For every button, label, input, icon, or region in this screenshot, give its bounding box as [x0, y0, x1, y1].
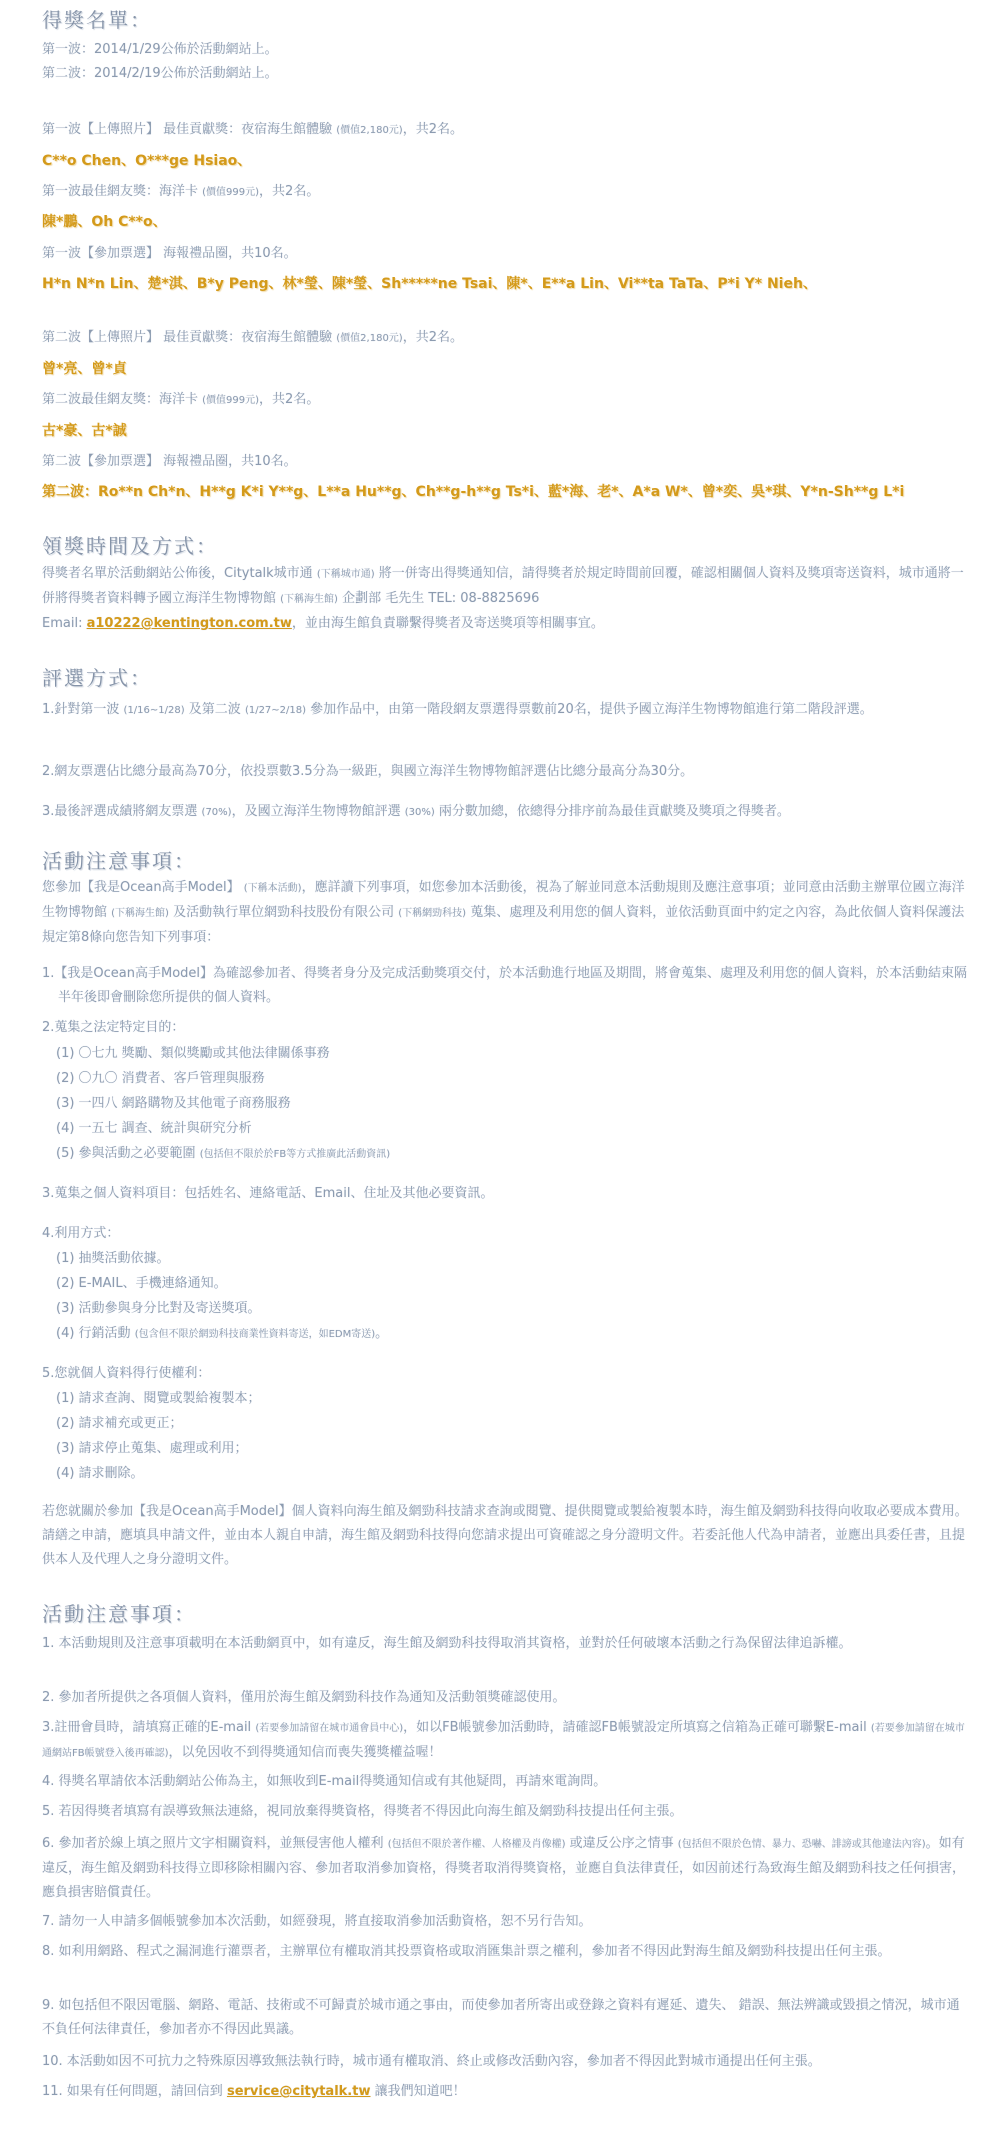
judging-3-s2: (30%): [404, 807, 435, 818]
notes-intro-d: 蒐集、處理及利用您的個人資料，並依活動頁面中約定之內容，為此依個人資料保護法規定第8條向您告知下列事項：: [42, 905, 965, 945]
judging-3-c: 兩分數加總，依總得分排序前為最佳貢獻獎及獎項之得獎者。: [438, 804, 790, 819]
notes-intro-s2: (下稱海生館): [111, 908, 169, 919]
notes-2-item-7: 7. 請勿一人申請多個帳號參加本次活動，如經發現，將直接取消參加活動資格，恕不另行告知。: [42, 1914, 592, 1929]
r2-first-prize-line: [42, 326, 972, 351]
r2-lottery-title: 第二波【參加票選】 海報禮品圈，共10名。: [42, 454, 297, 469]
notes-item-4-sub-4-small: (包含但不限於網勁科技商業性資料寄送，如EDM寄送): [134, 1329, 376, 1340]
notes-item-5-title: 5.您就個人資料得行使權利：: [42, 1366, 211, 1381]
r1-first-prize-count: ，共2名。: [402, 122, 463, 137]
notes-2-item-6-s2: (包括但不限於色情、暴力、恐嚇、誹謗或其他違法內容): [677, 1839, 926, 1850]
notes-2-item-6-s: (包括但不限於著作權、人格權及肖像權): [387, 1839, 566, 1850]
notes-2-item-3-c: ，以免因收不到得獎通知信而喪失獲獎權益喔！: [168, 1745, 442, 1760]
notes-item-5-sub-1: (1) 請求查詢、閱覽或製給複製本；: [56, 1391, 261, 1406]
notes-heading: 活動注意事項：: [42, 849, 196, 873]
notes-2-item-2: 2. 參加者所提供之各項個人資料，僅用於海生館及網勁科技作為通知及活動領獎確認使用。: [42, 1690, 566, 1705]
r1-best-netizen-line: [42, 180, 972, 205]
judging-1-c: 參加作品中，由第一階段網友票選得票數前20名，提供予國立海洋生物博物館進行第二階段評選。: [310, 702, 873, 717]
claim-text-d: ，並由海生館負責聯繫得獎者及寄送獎項等相關事宜。: [291, 616, 604, 631]
notes-item-2-sub-1: (1) 〇七九 獎勵、類似獎勵或其他法律關係事務: [56, 1046, 330, 1061]
notes-intro-b: ，應詳讀下列事項，如您參加本活動後，視為了解並同意本活動規則及應注意事項；並同意由活動主辦單位國立海洋生物博物館: [42, 880, 965, 920]
notes-2-item-11-a: 11. 如果有任何問題，請回信到: [42, 2084, 223, 2099]
judging-1-a: 1.針對第一波: [42, 702, 120, 717]
notes-item-4-sub-4: [56, 1322, 972, 1347]
notes-2-item-1: 1. 本活動規則及注意事項載明在本活動網頁中，如有違反，海生館及網勁科技得取消其資格，並對於任何破壞本活動之行為保留法律追訴權。: [42, 1636, 852, 1651]
notes-item-4-sub-1: (1) 抽獎活動依據。: [56, 1251, 170, 1266]
notes-2-item-4: 4. 得獎名單請依本活動網站公佈為主，如無收到E-mail得獎通知信或有其他疑問，再請來電詢問。: [42, 1774, 607, 1789]
notes-item-4-sub-4-end: 。: [375, 1326, 389, 1341]
notes-item-4-sub-4-text: (4) 行銷活動: [56, 1326, 131, 1341]
notes-2-item-3: [42, 1716, 972, 1766]
judging-item-2: 2.網友票選佔比總分最高為70分，依投票數3.5分為一級距，與國立海洋生物博物館評選佔比總分最高分為30分。: [42, 764, 694, 779]
notes-2-item-11: [42, 2080, 972, 2104]
notes-2-heading: 活動注意事項：: [42, 1602, 196, 1626]
notes-intro: [42, 876, 972, 950]
notes-2-item-9: 9. 如包括但不限因電腦、網路、電話、技術或不可歸責於城市通之事由，而使參加者所寄出或登錄之資料有遲延、遺失、 錯誤、無法辨識或毀損之情況，城市通不負任何法律責任，參加者亦不得因此異議。: [42, 1998, 960, 2037]
winners-heading: 得獎名單：: [42, 8, 152, 32]
r1-best-netizen-value: (價值999元): [202, 187, 260, 198]
notes-item-2-title: 2.蒐集之法定特定目的：: [42, 1020, 185, 1035]
notes-item-5-sub-2: (2) 請求補充或更正；: [56, 1416, 183, 1431]
claim-text-b: 將一併寄出得獎通知信，請得獎者於規定時間前回覆，確認相關個人資料及獎項寄送資料，城市通將一併將得獎者資料轉予國立海洋生物博物館: [42, 566, 964, 606]
claim-text-a: 得獎者名單於活動網站公佈後，Citytalk城市通: [42, 566, 313, 581]
judging-1-b: 及第二波: [188, 702, 241, 717]
service-email-link[interactable]: service@citytalk.tw: [226, 2084, 371, 2099]
r2-best-netizen-title: 第二波最佳網友獎：海洋卡: [42, 392, 199, 407]
notes-item-1: 1.【我是Ocean高手Model】為確認參加者、得獎者身分及完成活動獎項交付，於本活動進行地區及期間，將會蒐集、處理及利用您的個人資料，於本活動結束隔半年後即會刪除您所提供的個人資料。: [42, 966, 968, 1005]
r1-best-netizen-title: 第一波最佳網友獎：海洋卡: [42, 184, 199, 199]
r2-first-prize-value: (價值2,180元): [336, 333, 403, 344]
judging-item-3: [42, 800, 972, 825]
judging-heading: 評選方式：: [42, 666, 152, 690]
notes-2-item-3-a: 3.註冊會員時，請填寫正確的E-mail: [42, 1720, 252, 1735]
claim-small-a: (下稱城市通): [316, 569, 375, 580]
r2-first-prize-count: ，共2名。: [402, 330, 463, 345]
notes-intro-a: 您參加【我是Ocean高手Model】: [42, 880, 240, 895]
notes-intro-c: 及活動執行單位網勁科技股份有限公司: [173, 905, 395, 920]
claim-text-c: 企劃部 毛先生 TEL: 08-8825696: [342, 591, 540, 606]
notes-item-2-sub-5-text: (5) 參與活動之必要範圍: [56, 1146, 196, 1161]
notes-2-item-6-c: 。如有違反，海生館及網勁科技得立即移除相關內容、參加者取消參加資格，得獎者取消得獎資格，並應自負法律責任，如因前述行為致海生館及網勁科技之任何損害，應負損害賠償責任。: [42, 1836, 966, 1900]
notes-item-5-sub-3: (3) 請求停止蒐集、處理或利用；: [56, 1441, 248, 1456]
notes-2-item-10: 10. 本活動如因不可抗力之特殊原因導致無法執行時，城市通有權取消、終止或修改活動內容，參加者不得因此對城市通提出任何主張。: [42, 2054, 821, 2069]
notes-item-2-sub-5: [56, 1142, 972, 1167]
judging-1-s1: (1/16~1/28): [123, 705, 185, 716]
r1-first-prize-winners: C**o Chen、O***ge Hsiao、: [42, 153, 252, 169]
r1-first-prize-title: 第一波【上傳照片】 最佳貢獻獎：夜宿海生館體驗: [42, 122, 333, 137]
claim-small-b: (下稱海生館): [280, 594, 338, 605]
r1-lottery-title: 第一波【參加票選】 海報禮品圈，共10名。: [42, 246, 297, 261]
r1-lottery-winners: H*n N*n Lin、楚*淇、B*y Peng、林*瑩、陳*瑩、Sh*****ne Tsai、陳*、E**a Lin、Vi**ta TaTa、P*i Y* Nieh、: [42, 276, 817, 292]
r2-best-netizen-count: ，共2名。: [259, 392, 320, 407]
notes-2-item-6: [42, 1832, 972, 1905]
notes-2-item-3-s: (若要參加請留在城市通會員中心): [255, 1723, 404, 1734]
announce-round-1: 第一波：2014/1/29公佈於活動網站上。: [42, 42, 278, 57]
notes-intro-s1: (下稱本活動): [243, 883, 302, 894]
notes-item-2-sub-3: (3) 一四八 網路購物及其他電子商務服務: [56, 1096, 291, 1111]
notes-2-item-11-b: 讓我們知道吧！: [374, 2084, 466, 2099]
r2-best-netizen-line: [42, 388, 972, 413]
r1-first-prize-value: (價值2,180元): [336, 125, 403, 136]
r1-best-netizen-count: ，共2名。: [259, 184, 320, 199]
judging-3-s1: (70%): [201, 807, 232, 818]
claim-heading: 領獎時間及方式：: [42, 534, 218, 558]
notes-item-2-sub-4: (4) 一五七 調查、統計與研究分析: [56, 1121, 252, 1136]
notes-intro-s3: (下稱網勁科技): [398, 908, 467, 919]
notes-2-item-3-b: ，如以FB帳號參加活動時，請確認FB帳號設定所填寫之信箱為正確可聯繫E-mail: [403, 1720, 867, 1735]
notes-item-4-sub-3: (3) 活動參與身分比對及寄送獎項。: [56, 1301, 261, 1316]
judging-3-a: 3.最後評選成績將網友票選: [42, 804, 198, 819]
notes-2-item-3-s2: (若要參加請留在城市通網站FB帳號登入後再確認): [42, 1723, 965, 1759]
notes-2-item-6-b: 或違反公序之情事: [569, 1836, 674, 1851]
r2-first-prize-title: 第二波【上傳照片】 最佳貢獻獎：夜宿海生館體驗: [42, 330, 333, 345]
notes-item-2-sub-5-small: (包括但不限於於FB等方式推廣此活動資訊): [199, 1149, 391, 1160]
notes-2-item-6-a: 6. 參加者於線上填之照片文字相關資料，並無侵害他人權利: [42, 1836, 384, 1851]
r2-best-netizen-value: (價值999元): [202, 395, 260, 406]
notes-closing: 若您就關於參加【我是Ocean高手Model】個人資料向海生館及網勁科技請求查詢或閱覽、提供閱覽或製給複製本時，海生館及網勁科技得向收取必要成本費用。請繕之申請，應填具申請文件，並由本人親自申請，海生館及網勁科技得向您請求提出可資確認之身分證明文件。若委託他人代為申請者，並應出具委任書，且提供本人及代理人之身分證明文件。: [42, 1504, 968, 1567]
notes-item-4-title: 4.利用方式：: [42, 1226, 120, 1241]
announce-round-2: 第二波：2014/2/19公佈於活動網站上。: [42, 66, 278, 81]
r1-best-netizen-winners: 陳*鵬、Oh C**o、: [42, 214, 167, 230]
judging-1-s2: (1/27~2/18): [244, 705, 307, 716]
notes-item-5-sub-4: (4) 請求刪除。: [56, 1466, 144, 1481]
r2-lottery-winners: 第二波：Ro**n Ch*n、H**g K*i Y**g、L**a Hu**g、Ch**g-h**g Ts*i、藍*海、老*、A*a W*、曾*奕、吳*琪、Y*n-Sh**g L*i: [42, 484, 905, 500]
notes-item-4-sub-2: (2) E-MAIL、手機連絡通知。: [56, 1276, 227, 1291]
r1-first-prize-line: [42, 118, 972, 143]
contact-email-link[interactable]: a10222@kentington.com.tw: [86, 616, 292, 631]
judging-3-b: ，及國立海洋生物博物館評選: [231, 804, 401, 819]
judging-item-1: [42, 698, 972, 723]
email-label: Email:: [42, 616, 83, 631]
notes-2-item-8: 8. 如利用網路、程式之漏洞進行灌票者，主辦單位有權取消其投票資格或取消匯集計票之權利，參加者不得因此對海生館及網勁科技提出任何主張。: [42, 1944, 891, 1959]
notes-item-2-sub-2: (2) 〇九〇 消費者、客戶管理與服務: [56, 1071, 265, 1086]
claim-paragraph: [42, 562, 972, 636]
r2-first-prize-winners: 曾*亮、曾*貞: [42, 361, 127, 377]
notes-item-3: 3.蒐集之個人資料項目：包括姓名、連絡電話、Email、住址及其他必要資訊。: [42, 1186, 494, 1201]
notes-2-item-5: 5. 若因得獎者填寫有誤導致無法連絡，視同放棄得獎資格，得獎者不得因此向海生館及網勁科技提出任何主張。: [42, 1804, 683, 1819]
r2-best-netizen-winners: 古*豪、古*誠: [42, 423, 127, 439]
